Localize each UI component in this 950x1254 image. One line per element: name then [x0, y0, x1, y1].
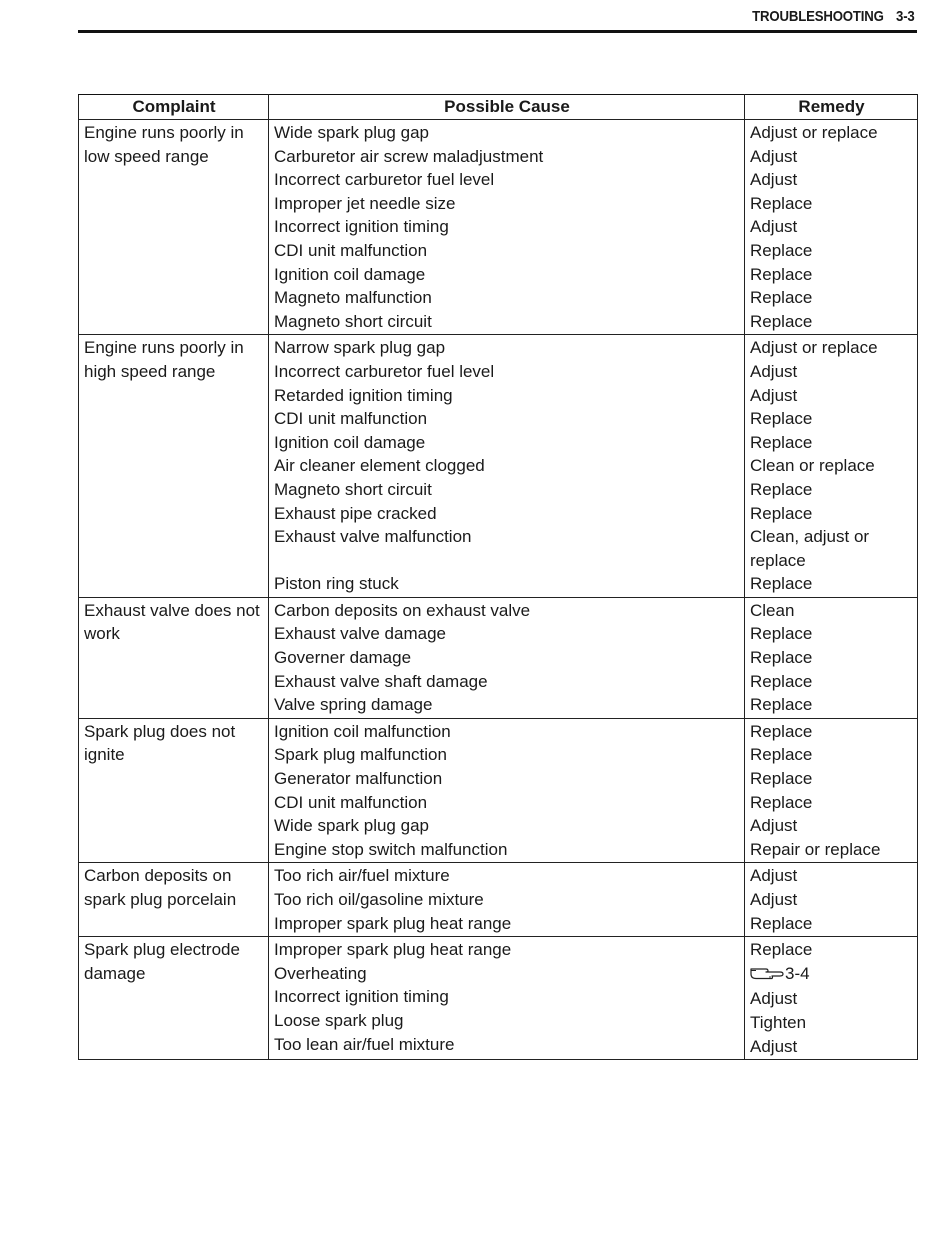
cause-item: Ignition coil damage: [274, 432, 426, 452]
remedy-item: Replace: [750, 288, 813, 308]
section-title: TROUBLESHOOTING: [752, 8, 885, 25]
cause-item: Improper spark plug heat range: [274, 913, 512, 933]
complaint-text: Engine runs poorly in low speed range: [84, 123, 244, 166]
remedy-item: [750, 962, 913, 988]
table-body: [79, 120, 918, 1060]
table-row: [79, 937, 918, 1060]
cause-item: Too rich oil/gasoline mixture: [274, 890, 484, 909]
remedy-item: Replace: [750, 671, 813, 691]
remedy-item: Replace: [750, 264, 813, 284]
cause-item: Carbon deposits on exhaust valve: [274, 600, 531, 620]
page-number: 3-3: [896, 8, 915, 25]
remedy-item: Replace: [750, 792, 813, 812]
possible-cause-cell: [269, 937, 745, 1060]
complaint-text: Engine runs poorly in high speed range: [84, 338, 244, 381]
cause-item: Engine stop switch malfunction: [274, 839, 508, 859]
column-header-possible-cause: Possible Cause: [269, 95, 745, 120]
cause-item: Retarded ignition timing: [274, 385, 453, 405]
remedy-item: Replace: [750, 574, 813, 594]
remedy-reference-text: 3-4: [785, 963, 810, 983]
complaint-text: Carbon deposits on spark plug porcelain: [84, 866, 237, 909]
remedy-item: Replace: [750, 311, 813, 331]
cause-item: Spark plug malfunction: [274, 745, 447, 765]
cause-item: Piston ring stuck: [274, 574, 399, 594]
remedy-item: Replace: [750, 769, 813, 789]
cause-item: Air cleaner element clogged: [274, 456, 485, 476]
column-header-remedy: Remedy: [745, 95, 918, 120]
remedy-item: Repair or replace: [750, 839, 881, 859]
complaint-text: Spark plug does not ignite: [84, 721, 236, 765]
cause-item: Improper spark plug heat range: [274, 940, 512, 960]
cause-item: CDI unit malfunction: [274, 409, 428, 429]
cause-item: Carburetor air screw maladjustment: [274, 146, 544, 166]
complaint-cell: [79, 937, 269, 1060]
cause-item: Wide spark plug gap: [274, 816, 429, 836]
cause-item: Improper jet needle size: [274, 193, 456, 213]
remedy-item: Replace: [750, 695, 813, 715]
cause-item: Incorrect carburetor fuel level: [274, 361, 495, 381]
page-header: [78, 0, 917, 33]
remedy-cell: [745, 597, 918, 718]
remedy-item: Replace: [750, 409, 813, 429]
remedy-item: Clean or replace: [750, 456, 875, 476]
remedy-item: Adjust: [750, 866, 798, 886]
remedy-item: Clean, adjust or replace: [750, 527, 870, 570]
remedy-item: Adjust or replace: [750, 123, 878, 142]
remedy-item: Replace: [750, 624, 813, 644]
cause-item: Incorrect carburetor fuel level: [274, 170, 495, 190]
possible-cause-cell: [269, 335, 745, 598]
remedy-item: Replace: [750, 503, 813, 523]
cause-item: Generator malfunction: [274, 769, 443, 789]
remedy-item: Replace: [750, 913, 813, 933]
pointing-hand-reference-icon: [750, 964, 784, 988]
cause-item: Magneto malfunction: [274, 288, 432, 308]
remedy-item: Adjust: [750, 217, 798, 237]
cause-spacer: [274, 549, 740, 573]
cause-item: Ignition coil malfunction: [274, 721, 451, 741]
remedy-cell: [745, 335, 918, 598]
remedy-item: Adjust or replace: [750, 338, 878, 358]
remedy-item: Replace: [750, 648, 813, 668]
remedy-cell: [745, 718, 918, 863]
cause-item: Magneto short circuit: [274, 311, 432, 331]
cause-item: Exhaust valve damage: [274, 624, 446, 644]
table-row: [79, 335, 918, 598]
cause-item: Wide spark plug gap: [274, 123, 429, 142]
cause-item: Loose spark plug: [274, 1010, 404, 1030]
remedy-item: Replace: [750, 193, 813, 213]
remedy-item: Adjust: [750, 146, 798, 166]
table-row: [79, 597, 918, 718]
cause-item: Narrow spark plug gap: [274, 338, 446, 358]
complaint-text: Exhaust valve does not work: [84, 600, 260, 644]
complaint-cell: [79, 120, 269, 335]
column-header-complaint: Complaint: [79, 95, 269, 120]
remedy-item: Adjust: [750, 989, 798, 1009]
remedy-item: Adjust: [750, 170, 798, 190]
remedy-item: Adjust: [750, 816, 798, 836]
complaint-text: Spark plug electrode damage: [84, 940, 240, 983]
cause-item: Exhaust valve shaft damage: [274, 671, 488, 691]
cause-item: Exhaust pipe cracked: [274, 503, 437, 523]
complaint-cell: [79, 718, 269, 863]
cause-item: Too rich air/fuel mixture: [274, 866, 450, 886]
cause-item: Incorrect ignition timing: [274, 987, 449, 1007]
remedy-item: Replace: [750, 240, 813, 260]
cause-item: Valve spring damage: [274, 695, 433, 715]
remedy-item: Clean: [750, 600, 795, 620]
possible-cause-cell: [269, 718, 745, 863]
header-text: [753, 8, 915, 25]
table-row: [79, 863, 918, 937]
complaint-cell: [79, 863, 269, 937]
remedy-item: Replace: [750, 940, 813, 960]
complaint-cell: [79, 597, 269, 718]
cause-item: Magneto short circuit: [274, 479, 432, 499]
cause-item: Exhaust valve malfunction: [274, 527, 472, 547]
remedy-item: Replace: [750, 432, 813, 452]
cause-item: Incorrect ignition timing: [274, 217, 449, 237]
remedy-cell: [745, 120, 918, 335]
remedy-item: Adjust: [750, 890, 798, 909]
cause-item: Too lean air/fuel mixture: [274, 1034, 455, 1054]
remedy-item: Adjust: [750, 361, 798, 381]
remedy-item: Adjust: [750, 1036, 798, 1056]
remedy-item: Replace: [750, 745, 813, 765]
complaint-cell: [79, 335, 269, 598]
cause-item: Overheating: [274, 963, 367, 983]
cause-item: CDI unit malfunction: [274, 240, 428, 260]
table-row: [79, 718, 918, 863]
remedy-cell: [745, 937, 918, 1060]
cause-item: Governer damage: [274, 648, 412, 668]
cause-item: CDI unit malfunction: [274, 792, 428, 812]
remedy-item: Adjust: [750, 385, 798, 405]
remedy-cell: [745, 863, 918, 937]
table-header-row: [79, 95, 918, 120]
remedy-item: Replace: [750, 479, 813, 499]
table-row: [79, 120, 918, 335]
troubleshooting-table: [78, 94, 918, 1060]
cause-item: Ignition coil damage: [274, 264, 426, 284]
possible-cause-cell: [269, 120, 745, 335]
possible-cause-cell: [269, 863, 745, 937]
possible-cause-cell: [269, 597, 745, 718]
remedy-item: Replace: [750, 721, 813, 741]
remedy-item: Tighten: [750, 1012, 807, 1032]
